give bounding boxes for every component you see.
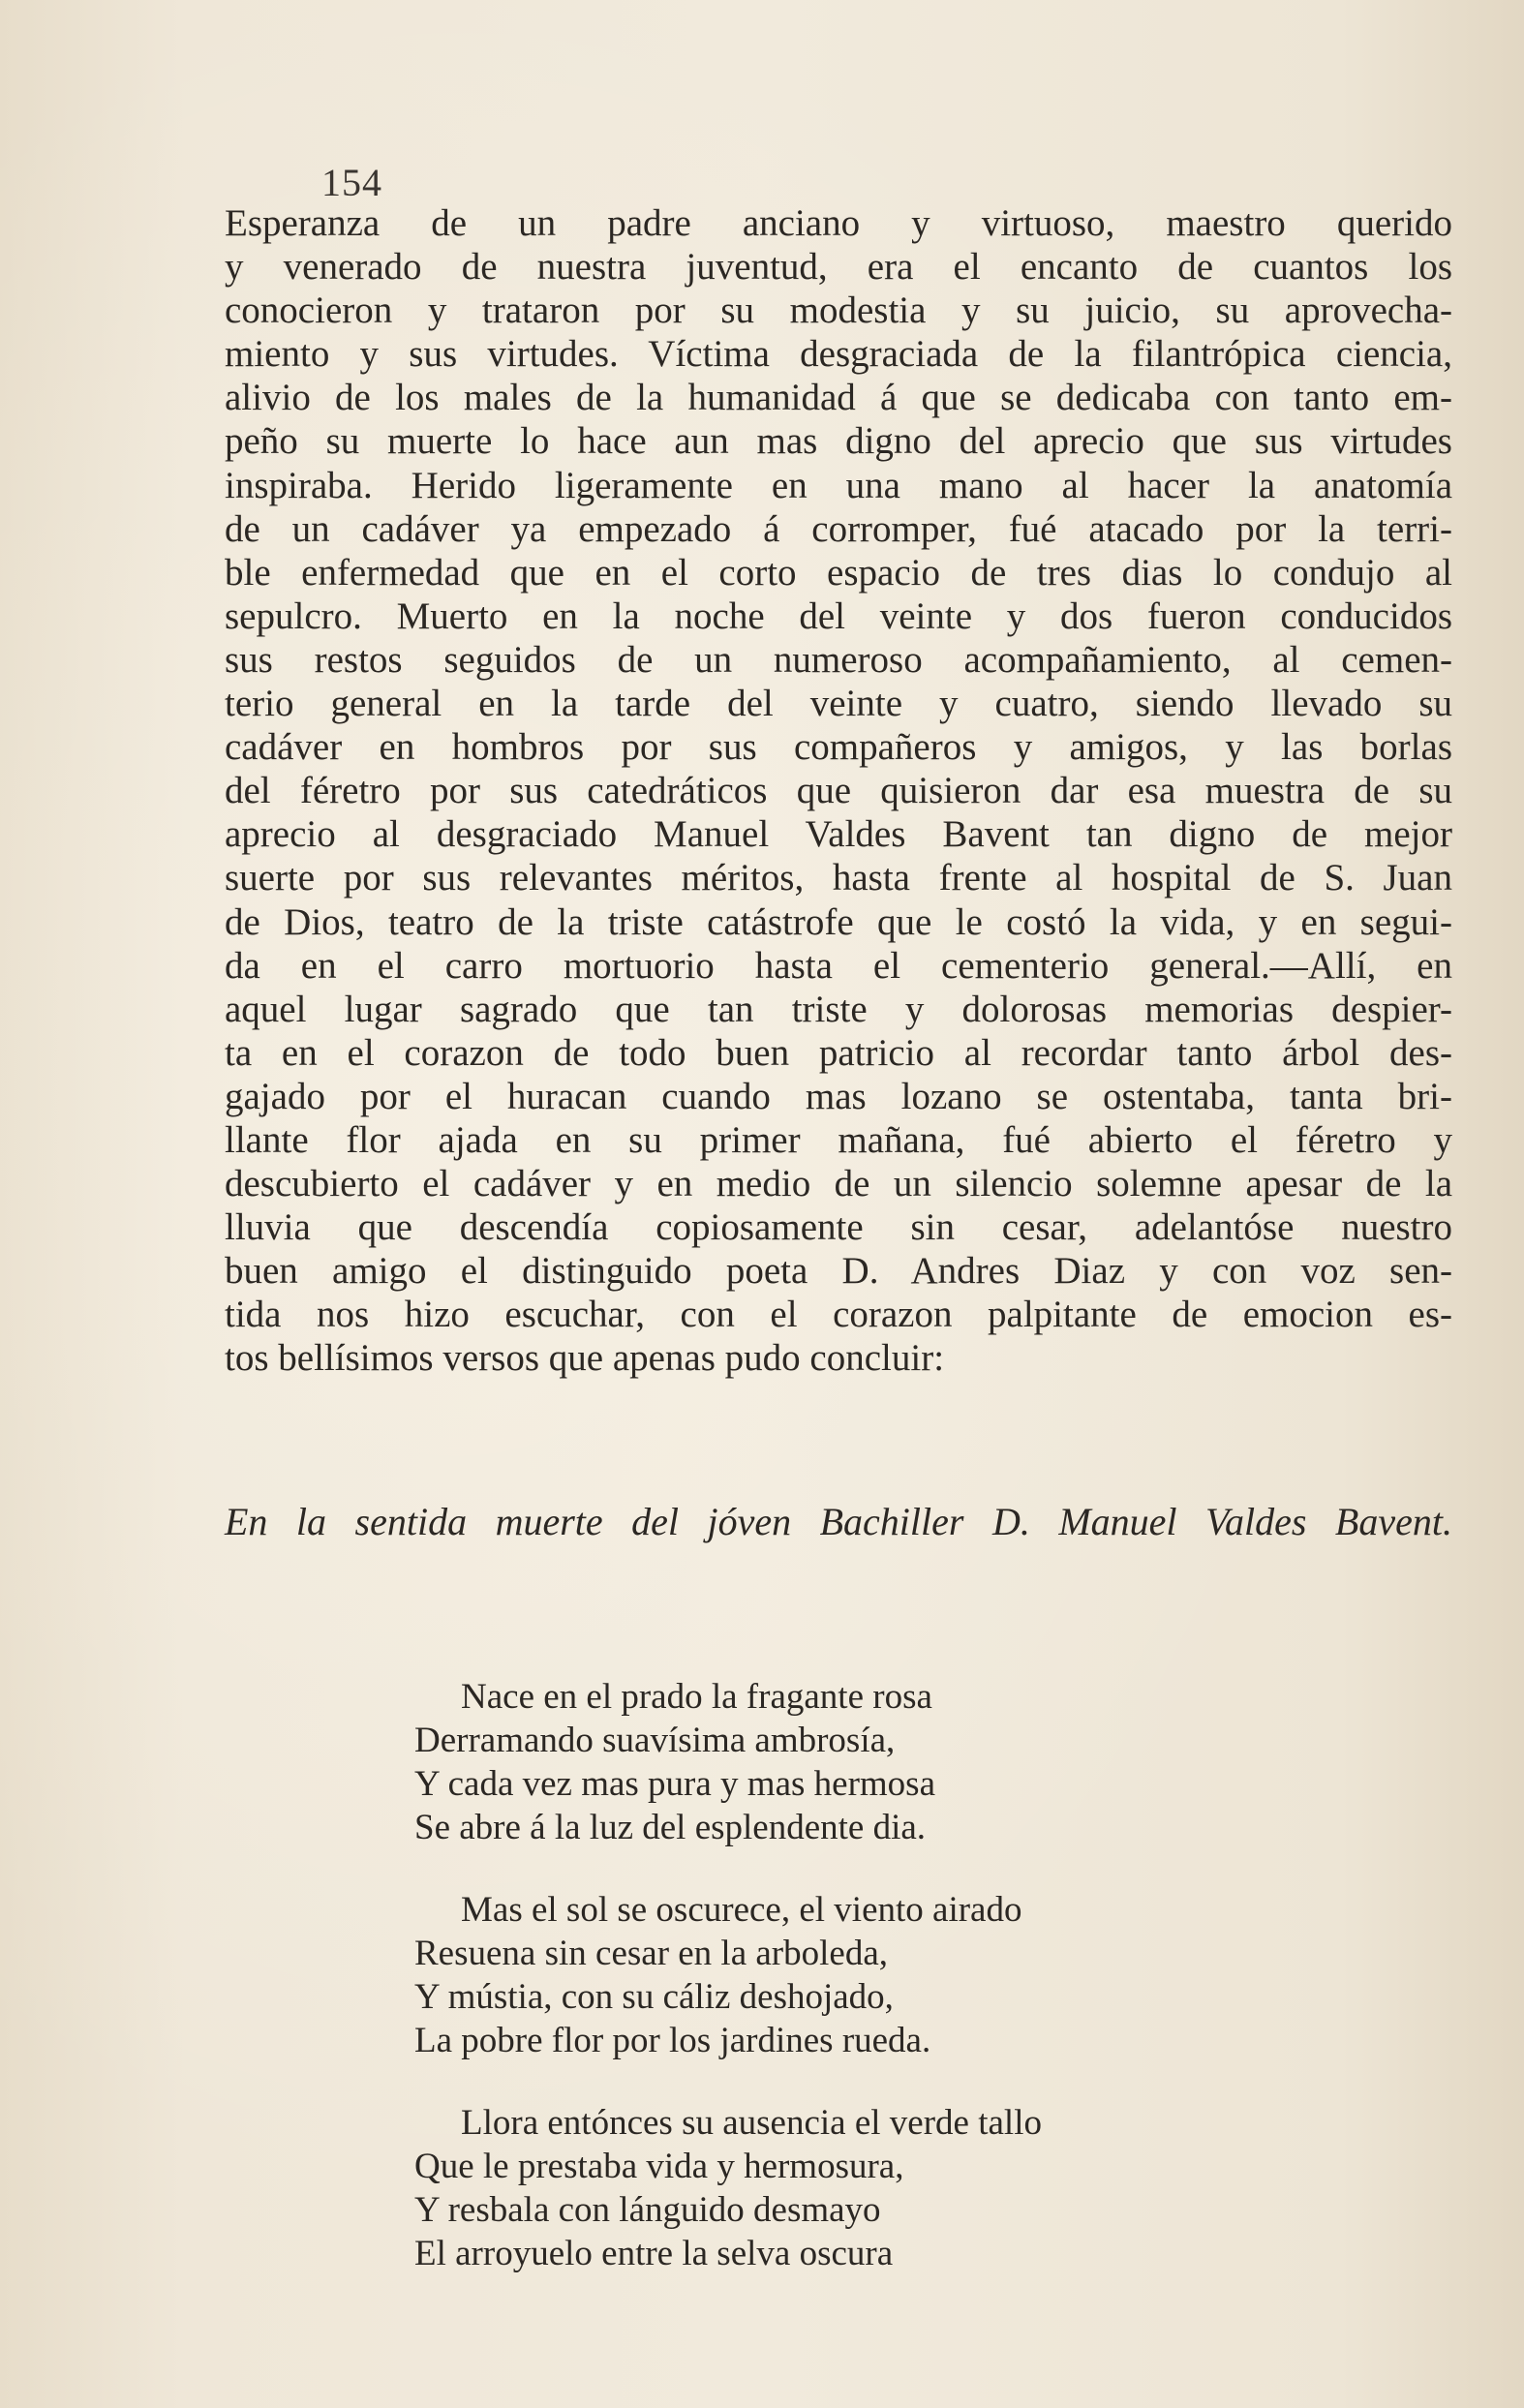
poem-stanza — [414, 1675, 1247, 1849]
body-line: inspiraba. Herido ligeramente en una mano al hacer la anatomía — [225, 464, 1452, 506]
body-text — [225, 201, 1452, 1381]
body-line: sepulcro. Muerto en la noche del veinte y dos fueron conducidos — [225, 594, 1452, 637]
poem-stanza — [414, 2101, 1247, 2275]
body-line: Esperanza de un padre anciano y virtuoso, maestro querido — [225, 202, 1452, 244]
poem-verse: Mas el sol se oscurece, el viento airado — [461, 1890, 1022, 1930]
poem-verse: Derramando suavísima ambrosía, — [414, 1721, 896, 1760]
poem-verse: Llora entónces su ausencia el verde tallo — [461, 2103, 1042, 2143]
body-line: buen amigo el distinguido poeta D. Andres Diaz y con voz sen- — [225, 1250, 1452, 1293]
body-line: aprecio al desgraciado Manuel Valdes Bavent tan digno de mejor — [225, 813, 1452, 856]
body-line: cadáver en hombros por sus compañeros y amigos, y las borlas — [225, 726, 1452, 769]
poem-verse: Y resbala con lánguido desmayo — [414, 2190, 881, 2230]
body-line: de Dios, teatro de la triste catástrofe que le costó la vida, y en segui- — [225, 900, 1452, 943]
body-line: ta en el corazon de todo buen patricio al recordar tanto árbol des- — [225, 1031, 1452, 1074]
body-line: aquel lugar sagrado que tan triste y dolorosas memorias despier- — [225, 988, 1452, 1030]
body-line: descubierto el cadáver y en medio de un silencio solemne apesar de la — [225, 1163, 1452, 1205]
poem-verse: Nace en el prado la fragante rosa — [461, 1677, 932, 1717]
poem-verse: El arroyuelo entre la selva oscura — [414, 2234, 894, 2273]
body-line: gajado por el huracan cuando mas lozano se ostentaba, tanta bri- — [225, 1075, 1452, 1117]
body-line: del féretro por sus catedráticos que quisieron dar esa muestra de su — [225, 770, 1452, 812]
body-line: llante flor ajada en su primer mañana, fué abierto el féretro y — [225, 1118, 1452, 1161]
body-line: da en el carro mortuorio hasta el cementerio general.—Allí, en — [225, 944, 1452, 987]
body-line: alivio de los males de la humanidad á que se dedicaba con tanto em- — [225, 377, 1452, 419]
body-line: terio general en la tarde del veinte y cuatro, siendo llevado su — [225, 683, 1452, 725]
body-line: lluvia que descendía copiosamente sin cesar, adelantóse nuestro — [225, 1206, 1452, 1249]
body-line: tos bellísimos versos que apenas pudo concluir: — [225, 1337, 945, 1380]
body-line: de un cadáver ya empezado á corromper, fué atacado por la terri- — [225, 507, 1452, 550]
body-line: miento y sus virtudes. Víctima desgraciada de la filantrópica ciencia, — [225, 333, 1452, 376]
body-line: suerte por sus relevantes méritos, hasta frente al hospital de S. Juan — [225, 857, 1452, 899]
body-line: ble enfermedad que en el corto espacio de tres dias lo condujo al — [225, 551, 1452, 594]
poem-verse: Y cada vez mas pura y mas hermosa — [414, 1764, 935, 1804]
page-number: 154 — [321, 161, 382, 204]
poem-verse: Resuena sin cesar en la arboleda, — [414, 1934, 889, 1973]
body-line: peño su muerte lo hace aun mas digno del aprecio que sus virtudes — [225, 420, 1452, 463]
body-line: conocieron y trataron por su modestia y su juicio, su aprovecha- — [225, 290, 1452, 332]
body-line: sus restos seguidos de un numeroso acompañamiento, al cemen- — [225, 638, 1452, 681]
body-line: tida nos hizo escuchar, con el corazon palpitante de emocion es- — [225, 1294, 1452, 1336]
poem-title: En la sentida muerte del jóven Bachiller D. Manuel Valdes Bavent. — [225, 1500, 1452, 1543]
body-line: y venerado de nuestra juventud, era el encanto de cuantos los — [225, 246, 1452, 289]
poem-verse: La pobre flor por los jardines rueda. — [414, 2021, 931, 2060]
poem-verse: Y mústia, con su cáliz deshojado, — [414, 1977, 894, 2017]
poem-verse: Se abre á la luz del esplendente dia. — [414, 1808, 927, 1847]
poem-stanza — [414, 1888, 1247, 2062]
poem-verse: Que le prestaba vida y hermosura, — [414, 2147, 904, 2186]
